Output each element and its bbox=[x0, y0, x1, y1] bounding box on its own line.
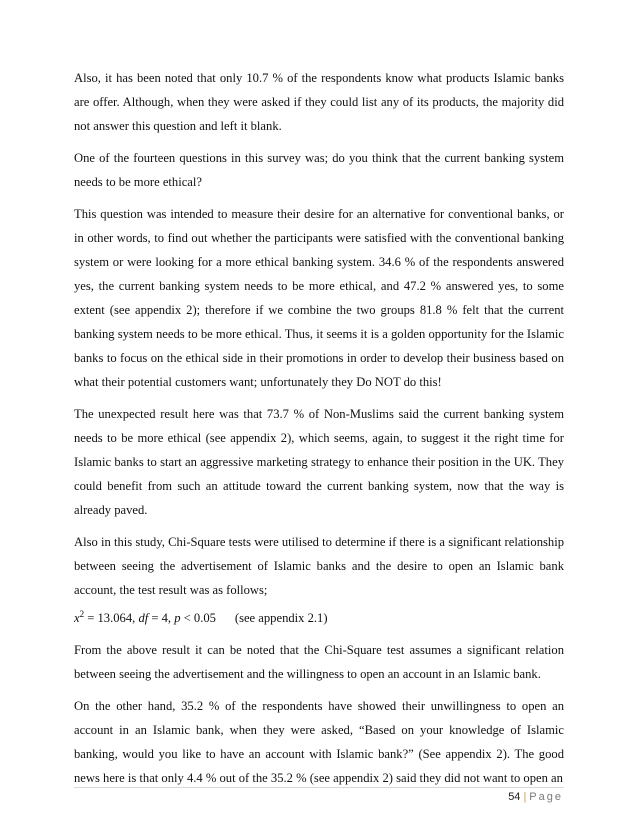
footer-separator: | bbox=[523, 791, 527, 803]
formula-p-symbol: p bbox=[174, 611, 181, 626]
formula-reference: (see appendix 2.1) bbox=[234, 611, 328, 626]
formula-df-symbol: df bbox=[138, 611, 149, 626]
footer-divider bbox=[74, 787, 564, 788]
formula-chi-value: = 13.064, bbox=[84, 611, 139, 626]
page-footer bbox=[508, 791, 563, 803]
paragraph-ethical-results: This question was intended to measure their desire for an alternative for conventional banks, or in other words, to find out whether the participants were satisfied with the conventional banking system or were looking for a more ethical banking system. 34.6 % of the respondents answered yes, the current banking system needs to be more ethical, and 47.2 % answered yes, to some extent (see appendix 2); therefore if we combine the two groups 81.8 % felt that the current banking system needs to be more ethical. Thus, it seems it is a golden opportunity for the Islamic banks to focus on the ethical side in their promotions in order to develop their business based on what their potential customers want; unfortunately they Do NOT do this! bbox=[74, 207, 564, 389]
paragraph-products-knowledge: Also, it has been noted that only 10.7 % of the respondents know what products Islamic banks are offer. Although, when they were asked if they could list any of its products, the majority did not answer this question and left it blank. bbox=[74, 71, 564, 133]
formula-x-symbol: x bbox=[74, 611, 80, 626]
body-text bbox=[74, 66, 564, 798]
paragraph-ethical-question: One of the fourteen questions in this survey was; do you think that the current banking system needs to be more ethical? bbox=[74, 151, 564, 189]
formula-p-value: < 0.05 bbox=[180, 611, 216, 626]
page-number: 54 bbox=[508, 791, 521, 803]
paragraph-non-muslims: The unexpected result here was that 73.7 % of Non-Muslims said the current banking system needs to be more ethical (see appendix 2), which seems, again, to suggest it the right time for Islamic banks to start an aggressive marketing strategy to enhance their position in the UK. They could benefit from such an attitude toward the current banking system, now that the way is already paved. bbox=[74, 407, 564, 517]
chi-square-formula bbox=[74, 602, 564, 630]
formula-superscript: 2 bbox=[79, 609, 85, 619]
paragraph-chi-square-result: From the above result it can be noted that the Chi-Square test assumes a significant relation between seeing the advertisement and the willingness to open an account in an Islamic bank. bbox=[74, 643, 564, 682]
page-label: Page bbox=[529, 791, 563, 803]
paragraph-unwillingness: On the other hand, 35.2 % of the respondents have showed their unwillingness to open an account in an Islamic bank, when they were asked, “Based on your knowledge of Islamic banking, would you like to have an account with Islamic bank?” (See appendix 2). The good news here is that only 4.4 % out of the 35.2 % (see appendix 2) said they did not want to open an bbox=[74, 699, 564, 786]
paragraph-chi-square-intro: Also in this study, Chi-Square tests were utilised to determine if there is a significant relationship between seeing the advertisement of Islamic banks and the desire to open an Islamic bank account, the test result was as follows; bbox=[74, 535, 564, 597]
formula-df-value: = 4, bbox=[148, 611, 175, 626]
